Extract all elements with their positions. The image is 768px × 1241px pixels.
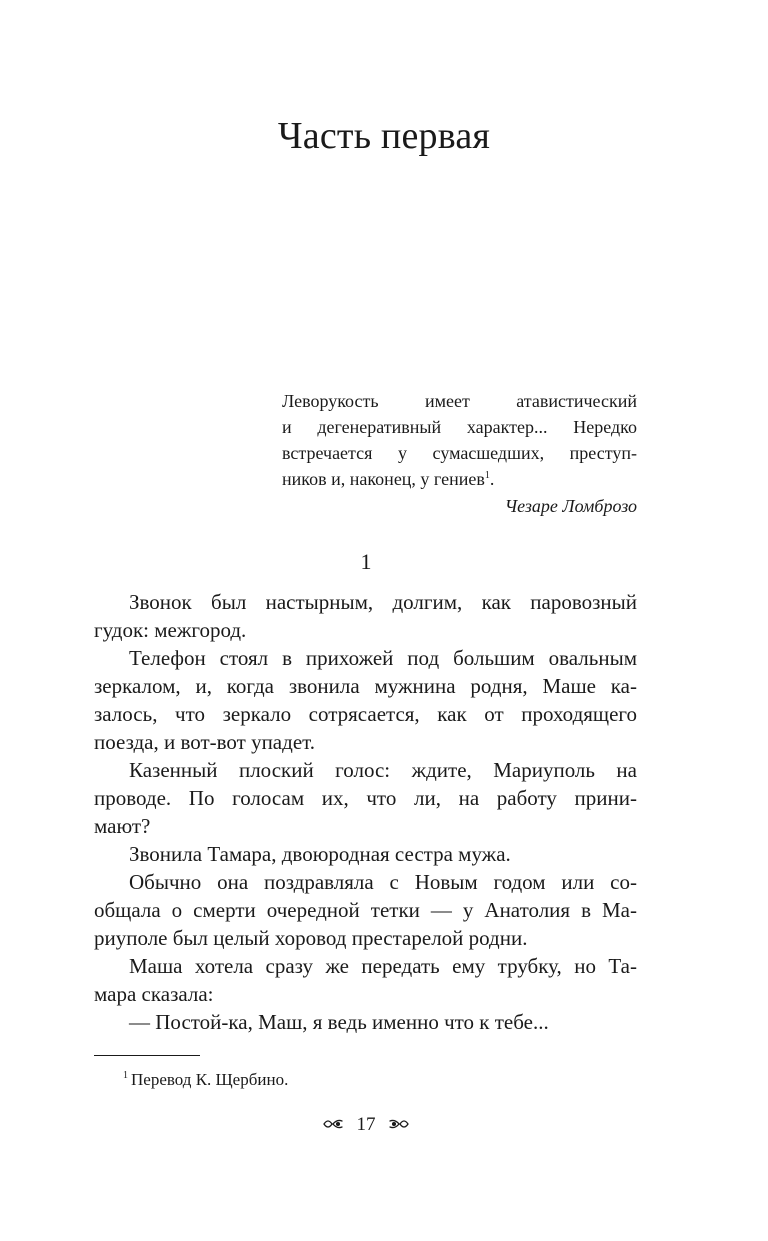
body-line: гудок: межгород. [94, 618, 247, 642]
body-line: Звонок был настырным, долгим, как паровозный [129, 590, 637, 614]
part-title: Часть первая [277, 115, 491, 157]
body-line: Обычно она поздравляла с Новым годом или со- [129, 870, 637, 894]
body-line: проводе. По голосам их, что ли, на работу прини- [94, 786, 637, 810]
body-text [94, 588, 637, 1036]
body-line: мают? [94, 814, 151, 838]
epigraph-line: Леворукость имеет атавистический [282, 391, 637, 411]
footnote [123, 1068, 288, 1092]
body-line: общала о смерти очередной тетки — у Анатолия в Ма- [94, 898, 637, 922]
body-line: Казенный плоский голос: ждите, Мариуполь на [129, 758, 637, 782]
body-line: Маша хотела сразу же передать ему трубку, но Та- [129, 954, 637, 978]
page-number: 17 [356, 1114, 376, 1135]
body-line: Телефон стоял в прихожей под большим овальным [129, 646, 637, 670]
body-line: поезда, и вот-вот упадет. [94, 730, 315, 754]
epigraph-line: встречается у сумасшедших, преступ- [282, 443, 637, 463]
body-line: Звонила Тамара, двоюродная сестра мужа. [129, 842, 511, 866]
epigraph-author: Чезаре Ломброзо [504, 496, 637, 516]
epigraph-line-end: . [489, 469, 495, 489]
epigraph-line-last [282, 466, 637, 492]
body-line: риуполе был целый хоровод престарелой родни. [94, 926, 528, 950]
footnote-text: Перевод К. Щербино. [131, 1070, 289, 1089]
epigraph [282, 388, 637, 519]
epigraph-line: и дегенеративный характер... Нередко [282, 417, 637, 437]
body-line: — Постой-ка, Маш, я ведь именно что к тебе... [129, 1010, 549, 1034]
footnote-mark: 1 [123, 1070, 128, 1082]
page-number-folio [0, 1112, 732, 1138]
body-line: залось, что зеркало сотрясается, как от проходящего [94, 702, 637, 726]
footnote-reference[interactable]: 1 [484, 470, 490, 481]
body-line: зеркалом, и, когда звонила мужнина родня, Маше ка- [94, 674, 637, 698]
ornament-left-icon [322, 1115, 344, 1133]
chapter-number: 1 [360, 549, 372, 574]
epigraph-line-text: ников и, наконец, у гениев [282, 469, 485, 489]
footnote-divider [94, 1055, 200, 1056]
ornament-right-icon [388, 1115, 410, 1133]
body-line: мара сказала: [94, 982, 214, 1006]
